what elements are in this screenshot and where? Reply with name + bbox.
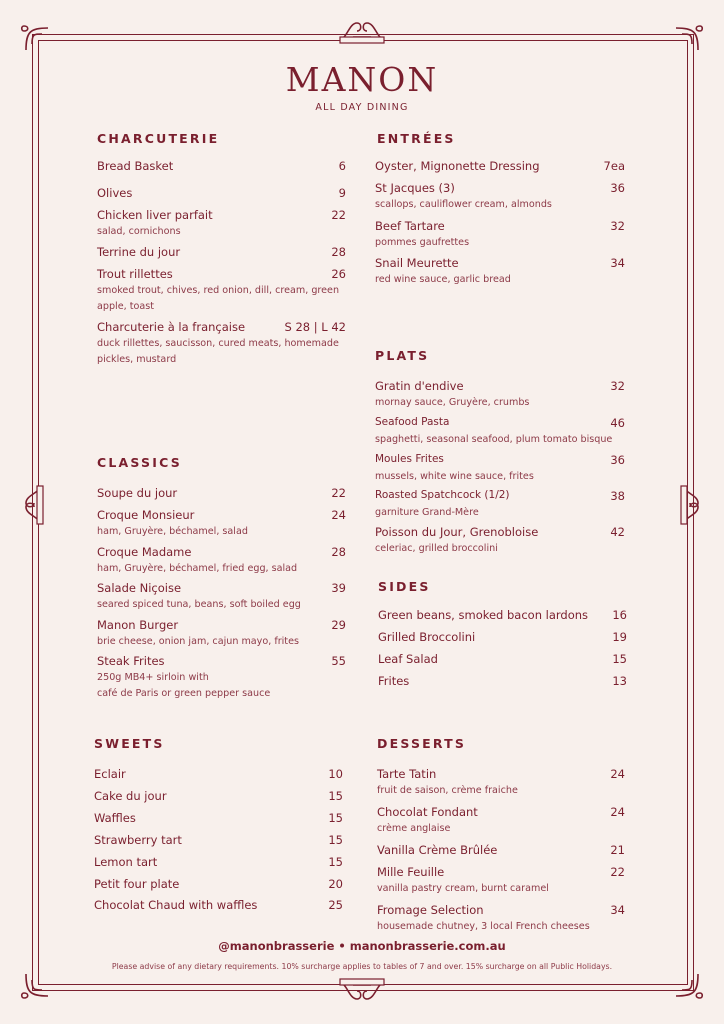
menu-item-name: Roasted Spatchcock (1/2) (375, 489, 510, 501)
menu-item-name: Grilled Broccolini (378, 630, 476, 644)
menu-item-price: 36 (610, 181, 625, 195)
menu-item-name: Moules Frites (375, 453, 444, 465)
menu-item-name: Snail Meurette (375, 256, 459, 270)
menu-item-description: scallops, cauliflower cream, almonds (375, 199, 552, 210)
menu-item-price: 22 (610, 865, 625, 879)
tagline: ALL DAY DINING (315, 102, 409, 113)
menu-item-name: Manon Burger (97, 618, 179, 632)
menu-item-price: 29 (331, 618, 346, 632)
menu-item-price: 46 (610, 416, 625, 430)
menu-item-name: Mille Feuille (377, 865, 445, 879)
menu-item-price: 13 (612, 674, 627, 688)
section-title-plats: PLATS (375, 348, 430, 363)
menu-item-name: Tarte Tatin (377, 767, 437, 781)
menu-item-description: mussels, white wine sauce, frites (375, 471, 534, 482)
menu-item-price: 55 (331, 654, 346, 668)
menu-item-price: 34 (610, 256, 625, 270)
menu-item-description: ham, Gruyère, béchamel, salad (97, 526, 248, 537)
menu-item-description: garniture Grand-Mère (375, 507, 479, 518)
menu-item-name: Waffles (94, 811, 136, 825)
menu-item-price: S 28 | L 42 (284, 320, 346, 334)
menu-item-name: Eclair (94, 767, 126, 781)
menu-item-price: 26 (331, 267, 346, 281)
menu-item-name: Chocolat Fondant (377, 805, 478, 819)
menu-item-price: 34 (610, 903, 625, 917)
menu-item-description: smoked trout, chives, red onion, dill, cream, green (97, 285, 340, 296)
menu-item-description: crème anglaise (377, 823, 451, 834)
menu-item-price: 28 (331, 245, 346, 259)
menu-item-description: pickles, mustard (97, 353, 177, 365)
menu-item-price: 7ea (603, 159, 625, 173)
menu-item-name: Olives (97, 186, 133, 200)
menu-item-name: St Jacques (3) (375, 181, 455, 195)
section-title-sides: SIDES (378, 579, 431, 594)
menu-item-price: 22 (331, 208, 346, 222)
menu-item-description: café de Paris or green pepper sauce (97, 687, 271, 699)
menu-item-name: Charcuterie à la française (97, 320, 246, 334)
menu-item-name: Croque Madame (97, 545, 192, 559)
menu-item-name: Croque Monsieur (97, 508, 195, 522)
menu-item-description: seared spiced tuna, beans, soft boiled egg (97, 599, 301, 610)
menu-item-price: 15 (328, 789, 343, 803)
menu-item-price: 24 (610, 805, 625, 819)
menu-item-name: Green beans, smoked bacon lardons (378, 608, 589, 622)
menu-item-name: Petit four plate (94, 877, 180, 891)
menu-item-description: housemade chutney, 3 local French cheeses (377, 921, 590, 932)
menu-item-description: fruit de saison, crème fraiche (377, 785, 518, 796)
menu-item-name: Cake du jour (94, 789, 167, 803)
menu-item-name: Gratin d'endive (375, 379, 464, 393)
menu-item-name: Salade Niçoise (97, 581, 182, 595)
menu-item-price: 32 (610, 219, 625, 233)
menu-item-description: apple, toast (97, 300, 154, 312)
menu-item-price: 19 (612, 630, 627, 644)
menu-item-description: mornay sauce, Gruyère, crumbs (375, 397, 530, 408)
menu-item-description: ham, Gruyère, béchamel, fried egg, salad (97, 563, 298, 574)
top-center-ornament-icon (337, 17, 387, 45)
menu-item-description: duck rillettes, saucisson, cured meats, homemade (97, 338, 339, 349)
menu-item-price: 36 (610, 453, 625, 467)
menu-item-name: Vanilla Crème Brûlée (377, 843, 498, 857)
menu-item-price: 38 (610, 489, 625, 503)
menu-item-price: 24 (610, 767, 625, 781)
footer-social-links[interactable]: @manonbrasserie • manonbrasserie.com.au (218, 939, 506, 953)
menu-item-price: 6 (338, 159, 346, 173)
menu-item-price: 42 (610, 525, 625, 539)
menu-item-name: Oyster, Mignonette Dressing (375, 159, 540, 173)
menu-item-price: 21 (610, 843, 625, 857)
corner-ornament-icon (20, 22, 54, 56)
menu-item-description: celeriac, grilled broccolini (375, 543, 498, 554)
menu-item-description: pommes gaufrettes (375, 237, 470, 248)
menu-item-name: Strawberry tart (94, 833, 182, 847)
left-center-ornament-icon (20, 483, 46, 527)
menu-item-price: 10 (328, 767, 343, 781)
restaurant-logo: MANON (285, 60, 439, 99)
menu-item-name: Trout rillettes (97, 267, 173, 281)
bottom-center-ornament-icon (337, 977, 387, 1005)
menu-item-price: 15 (612, 652, 627, 666)
menu-item-name: Lemon tart (94, 855, 158, 869)
corner-ornament-icon (20, 968, 54, 1002)
menu-item-price: 28 (331, 545, 346, 559)
menu-item-description: brie cheese, onion jam, cajun mayo, frites (97, 636, 299, 647)
corner-ornament-icon (670, 22, 704, 56)
section-title-entrees: ENTRÉES (377, 131, 456, 146)
menu-item-description: salad, cornichons (97, 226, 181, 237)
menu-item-name: Fromage Selection (377, 903, 484, 917)
section-title-desserts: DESSERTS (377, 736, 467, 751)
footer-note: Please advise of any dietary requirements. 10% surcharge applies to tables of 7 and over. 15% surcharge on all Public Holidays. (111, 962, 613, 971)
menu-item-price: 32 (610, 379, 625, 393)
menu-item-price: 24 (331, 508, 346, 522)
menu-item-name: Frites (378, 674, 410, 688)
menu-item-price: 39 (331, 581, 346, 595)
menu-item-name: Chicken liver parfait (97, 208, 213, 222)
corner-ornament-icon (670, 968, 704, 1002)
menu-item-description: spaghetti, seasonal seafood, plum tomato bisque (375, 434, 613, 445)
menu-item-name: Steak Frites (97, 654, 165, 668)
menu-item-price: 20 (328, 877, 343, 891)
menu-item-name: Terrine du jour (97, 245, 181, 259)
menu-item-price: 16 (612, 608, 627, 622)
section-title-classics: CLASSICS (97, 455, 182, 470)
menu-item-name: Soupe du jour (97, 486, 178, 500)
menu-item-price: 22 (331, 486, 346, 500)
menu-item-description: red wine sauce, garlic bread (375, 274, 511, 285)
menu-item-price: 15 (328, 811, 343, 825)
menu-item-description: vanilla pastry cream, burnt caramel (377, 883, 549, 894)
menu-item-price: 25 (328, 898, 343, 912)
menu-item-price: 9 (338, 186, 346, 200)
menu-item-price: 15 (328, 833, 343, 847)
menu-item-price: 15 (328, 855, 343, 869)
menu-item-name: Leaf Salad (378, 652, 438, 666)
menu-item-name: Chocolat Chaud with waffles (94, 898, 258, 912)
menu-item-name: Bread Basket (97, 159, 174, 173)
menu-item-name: Beef Tartare (375, 219, 445, 233)
section-title-charcuterie: CHARCUTERIE (97, 131, 220, 146)
right-center-ornament-icon (678, 483, 704, 527)
menu-item-name: Seafood Pasta (375, 416, 450, 428)
menu-item-description: 250g MB4+ sirloin with (97, 672, 209, 683)
menu-item-name: Poisson du Jour, Grenobloise (375, 525, 539, 539)
section-title-sweets: SWEETS (94, 736, 165, 751)
